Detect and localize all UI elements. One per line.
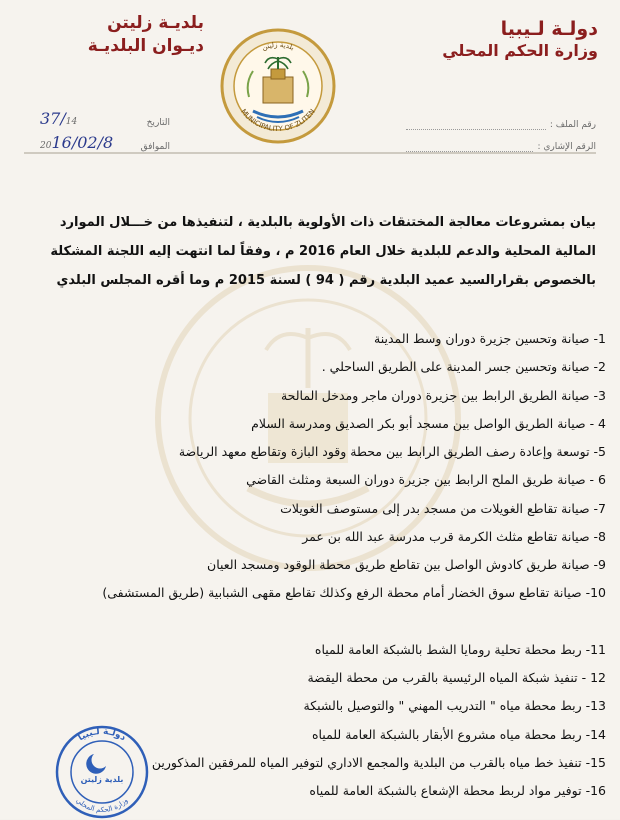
date-label: التاريخ <box>146 118 170 128</box>
header-municipality-name: بلديـة زليتن <box>107 13 204 33</box>
project-item: 12 - تنفيذ شبكة المياه الرئيسية بالقرب من محطة اليقضة <box>307 669 606 685</box>
stamp-ring-text: دولـة لـيبيا <box>76 726 128 744</box>
project-item: 13- ربط محطة مياه " التدريب المهني " والتوصيل بالشبكة <box>303 698 606 714</box>
date-row <box>40 104 170 128</box>
title-line: المالية المحلية والدعم للبلدية خلال العام 2016 م ، وفقاً لما انتهت إليه اللجنة المشكلة <box>50 244 596 259</box>
corresponding-date-prefix: 20 <box>40 141 52 151</box>
header-municipality-block <box>34 12 204 58</box>
project-item: 9- صيانة طريق كادوش الواصل بين تقاطع طريق محطة الوقود ومسجد العيان <box>207 557 606 573</box>
reference-number-line <box>406 141 533 152</box>
title-line: بالخصوص بقرارالسيد عميد البلدية رقم ( 94 ) لسنة 2015 م وما أقره المجلس البلدي <box>56 273 596 288</box>
project-item: 5- توسعة وإعادة رصف الطريق الرابط بين محطة وقود البازة وتقاطع معهد الرياضة <box>178 444 606 460</box>
stamp-center-text: بلدية زليتن <box>80 775 124 784</box>
project-item: 8- صيانة تقاطع مثلث الكرمة قرب مدرسة عبد الله بن عمر <box>302 529 606 545</box>
corresponding-date-value <box>40 133 113 152</box>
corresponding-date-number: 16/02/8 <box>51 133 114 152</box>
project-item: 11- ربط محطة تحلية رومايا الشط بالشبكة العامة للمياه <box>314 641 606 657</box>
file-number-row <box>406 108 596 130</box>
project-item: 6 - صيانة طريق الملح الرابط بين جزيرة دوران السبعة ومثلث القاضي <box>246 472 606 488</box>
project-item: 14- ربط محطة مياه مشروع الأبقار بالشبكة العامة للمياه <box>311 726 606 742</box>
corresponding-date-row <box>40 128 170 152</box>
project-item: 16- توفير مواد لربط محطة الإشعاع بالشبكة العامة للمياه <box>309 783 606 799</box>
project-item: 3- صيانة الطريق الرابط بين جزيرة دوران ماجر ومدخل المالحة <box>280 387 606 403</box>
stamp-ring-text-bottom: وزارة الحكم المحلي <box>74 796 130 815</box>
project-item: 10- صيانة تقاطع سوق الخضار أمام محطة الرفع وكذلك تقاطع مقهى الشبابية (طريق المستشفى) <box>102 584 606 600</box>
emblem-latin-text: MUNICIPALITY OF ZLITEN <box>239 107 317 134</box>
reference-meta-block <box>406 108 596 152</box>
header-state-name: دولـة لـيبيا <box>500 18 598 40</box>
project-item: 4 - صيانة الطريق الواصل بين مسجد أبو بكر الصديق ومدرسة السلام <box>251 415 606 431</box>
emblem-arabic-text: بلدية زليتن <box>260 40 296 52</box>
reference-number-row <box>406 130 596 152</box>
document-title <box>24 208 596 295</box>
corresponding-date-label: الموافق <box>140 142 170 152</box>
project-item: 7- صيانة تقاطع الغويلات من مسجد بدر إلى مستوصف الغويلات <box>280 500 606 516</box>
project-item: 1- صيانة وتحسين جزيرة دوران وسط المدينة <box>374 331 606 346</box>
header-ministry-name: وزارة الحكم المحلي <box>442 41 598 60</box>
municipality-emblem-icon <box>219 27 337 145</box>
project-item: 15- تنفيذ خط مياه بالقرب من البلدية والمجمع الاداري لتوفير المياه للمرفقين المذكورين <box>151 754 606 770</box>
header-office-name: ديـوان البلديـة <box>87 36 204 56</box>
project-item: 2- صيانة وتحسين جسر المدينة على الطريق الساحلي . <box>321 359 606 375</box>
file-number-label: رقم الملف : <box>549 120 596 130</box>
date-meta-block <box>40 104 170 152</box>
header-state-block <box>423 18 598 62</box>
date-number: 37/ <box>40 109 66 128</box>
official-stamp-icon <box>54 724 150 820</box>
date-value <box>40 109 77 128</box>
title-line: بيان بمشروعات معالجة المختنقات ذات الأولوية بالبلدية ، لتنفيذها من خـــلال الموارد <box>59 215 596 230</box>
header-divider <box>24 152 596 154</box>
date-suffix: 14 <box>65 117 78 127</box>
file-number-line <box>406 119 546 130</box>
reference-number-label: الرقم الإشاري : <box>537 142 596 152</box>
